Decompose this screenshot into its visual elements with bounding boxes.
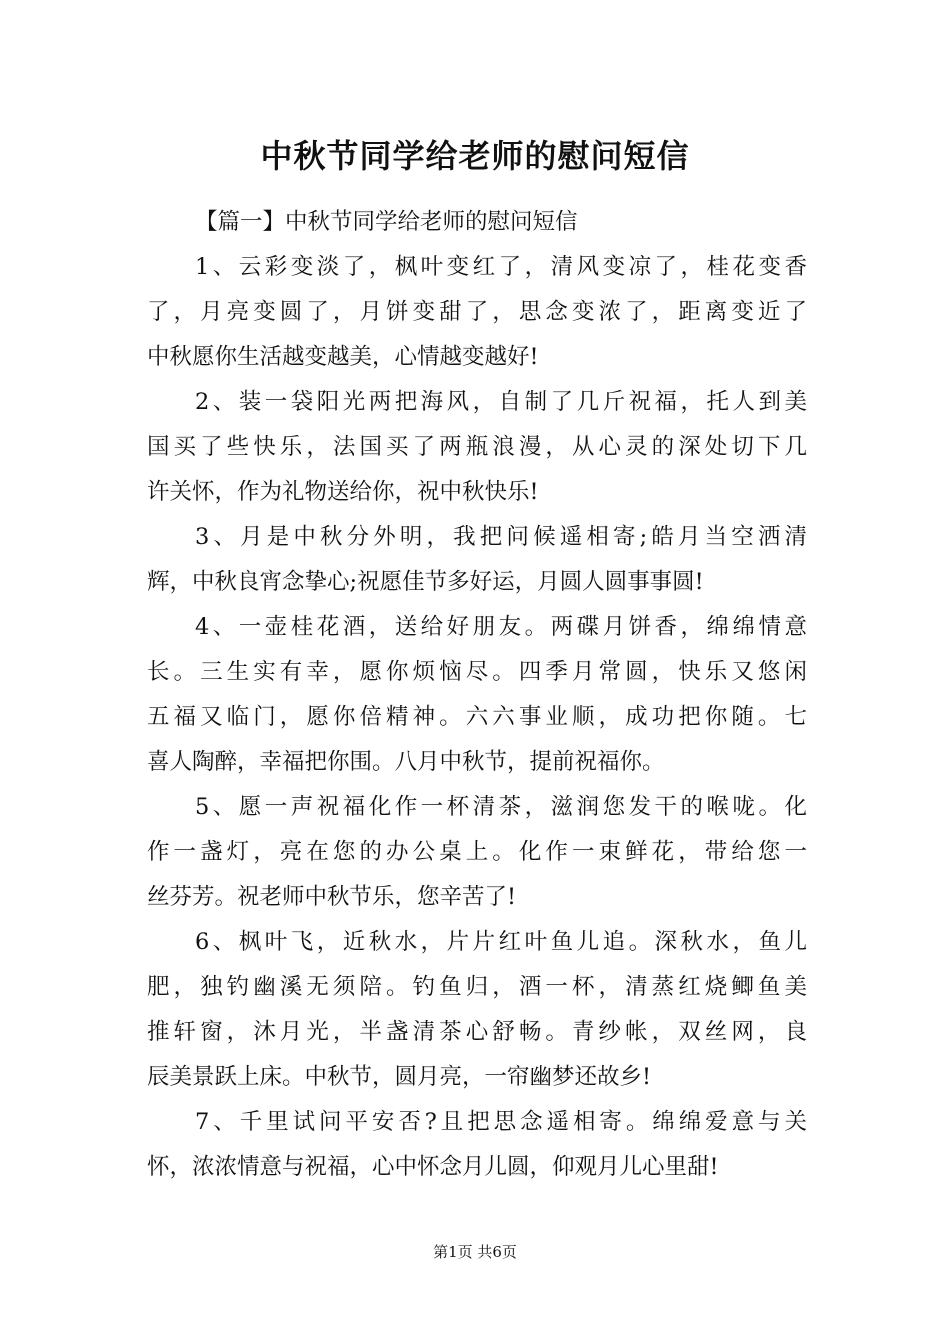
document-title: 中秋节同学给老师的慰问短信 (260, 137, 690, 175)
page-number: 第1页 共6页 (433, 1243, 517, 1261)
text-line: 中秋愿你生活越变越美，心情越变越好! (147, 344, 539, 370)
text-line: 2、装一袋阳光两把海风，自制了几斤祝福，托人到美 (195, 389, 807, 415)
document-body (147, 200, 807, 1190)
text-line: 作一盏灯，亮在您的办公桌上。化作一束鲜花，带给您一 (147, 839, 807, 865)
text-line: 辰美景跃上床。中秋节，圆月亮，一帘幽梦还故乡! (147, 1064, 652, 1090)
text-line: 6、枫叶飞，近秋水，片片红叶鱼儿追。深秋水，鱼儿 (195, 929, 807, 955)
text-line: 4、一壶桂花酒，送给好朋友。两碟月饼香，绵绵情意 (195, 614, 807, 640)
text-line: 喜人陶醉，幸福把你围。八月中秋节，提前祝福你。 (147, 749, 665, 775)
text-line: 7、千里试问平安否?且把思念遥相寄。绵绵爱意与关 (195, 1109, 807, 1135)
text-line: 国买了些快乐，法国买了两瓶浪漫，从心灵的深处切下几 (147, 434, 807, 460)
text-line: 许关怀，作为礼物送给你，祝中秋快乐! (147, 479, 539, 505)
text-line: 辉，中秋良宵念挚心;祝愿佳节多好运，月圆人圆事事圆! (147, 569, 704, 595)
text-line: 1、云彩变淡了，枫叶变红了，清风变凉了，桂花变香 (195, 254, 807, 280)
text-line: 长。三生实有幸，愿你烦恼尽。四季月常圆，快乐又悠闲 (147, 659, 807, 685)
text-line: 了，月亮变圆了，月饼变甜了，思念变浓了，距离变近了 (147, 299, 807, 325)
text-line: 五福又临门，愿你倍精神。六六事业顺，成功把你随。七 (147, 704, 807, 730)
text-line: 肥，独钓幽溪无须陪。钓鱼归，酒一杯，清蒸红烧鲫鱼美 (147, 974, 807, 1000)
text-line: 推轩窗，沐月光，半盏清茶心舒畅。青纱帐，双丝网，良 (147, 1019, 807, 1045)
text-line: 怀，浓浓情意与祝福，心中怀念月儿圆，仰观月儿心里甜! (147, 1154, 719, 1180)
text-line: 【篇一】中秋节同学给老师的慰问短信 (195, 209, 578, 235)
text-line: 5、愿一声祝福化作一杯清茶，滋润您发干的喉咙。化 (195, 794, 807, 820)
text-line: 丝芬芳。祝老师中秋节乐，您辛苦了! (147, 884, 517, 910)
text-line: 3、月是中秋分外明，我把问候遥相寄;皓月当空洒清 (195, 524, 807, 550)
